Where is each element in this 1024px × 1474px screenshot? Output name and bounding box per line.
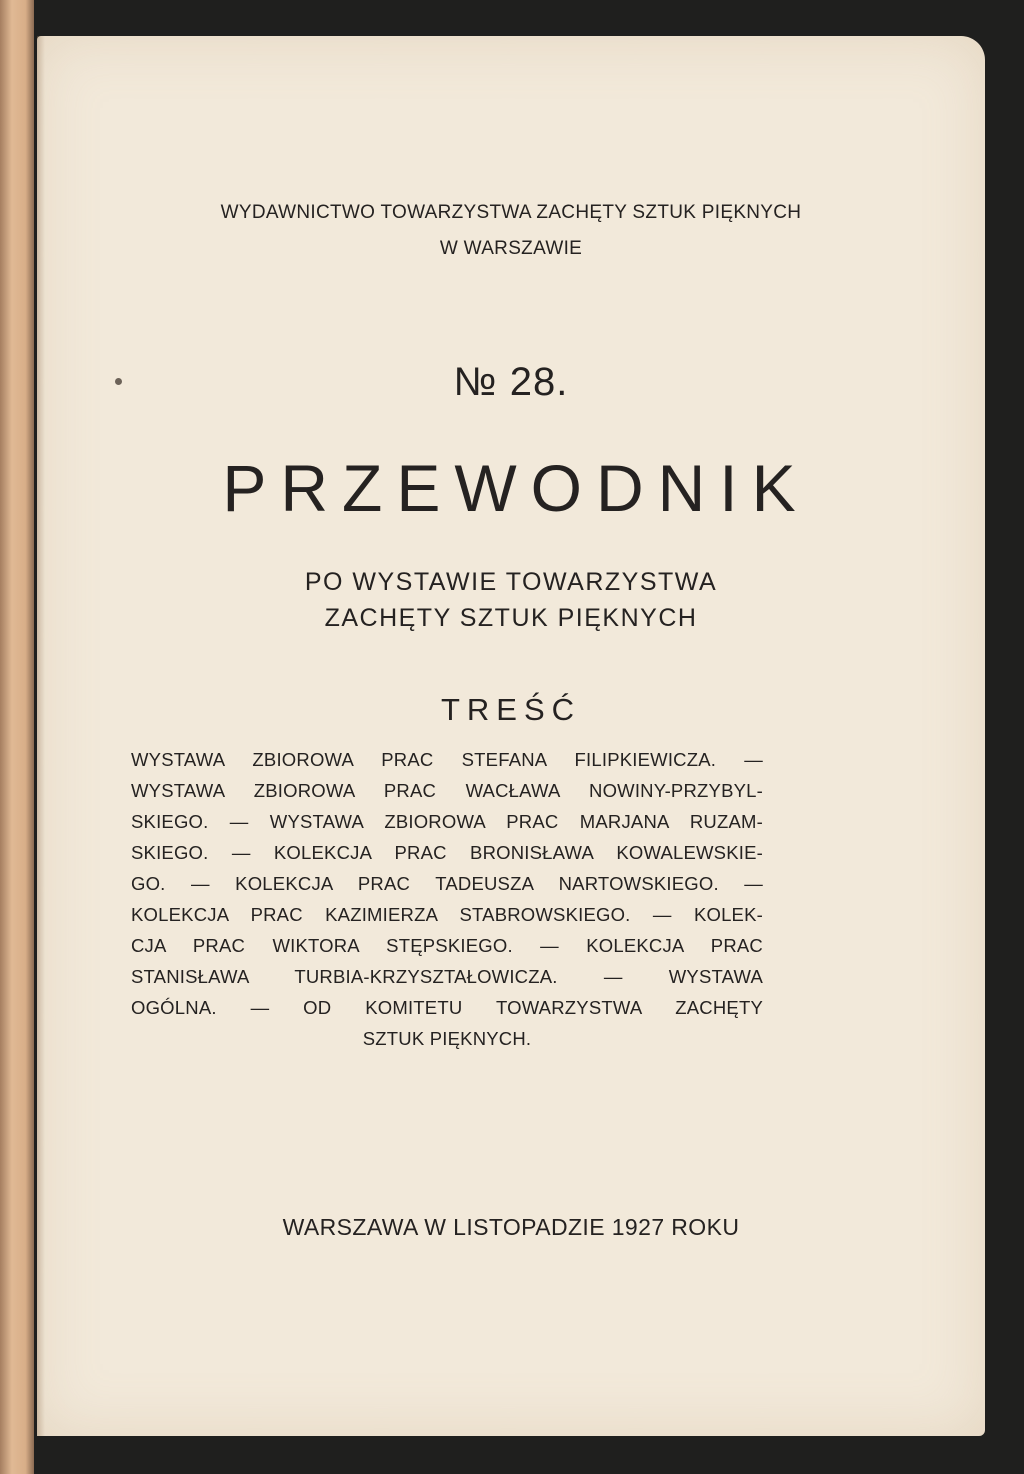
- contents-line: GO. — KOLEKCJA PRAC TADEUSZA NARTOWSKIEGO. —: [131, 873, 763, 894]
- title-page: [37, 36, 985, 1436]
- publisher-line-1: WYDAWNICTWO TOWARZYSTWA ZACHĘTY SZTUK PIĘKNYCH: [220, 202, 802, 223]
- subtitle-line-1: PO WYSTAWIE TOWARZYSTWA: [304, 568, 718, 596]
- contents-line: SZTUK PIĘKNYCH.: [362, 1028, 532, 1049]
- page-gutter-shadow: [37, 36, 45, 1436]
- contents-line: WYSTAWA ZBIOROWA PRAC STEFANA FILIPKIEWICZA. —: [131, 749, 763, 770]
- contents-line: SKIEGO. — WYSTAWA ZBIOROWA PRAC MARJANA RUZAM-: [131, 811, 763, 832]
- subtitle-line-2: ZACHĘTY SZTUK PIĘKNYCH: [324, 604, 698, 632]
- book-spine-edge: [0, 0, 34, 1474]
- contents-line: SKIEGO. — KOLEKCJA PRAC BRONISŁAWA KOWALEWSKIE-: [131, 842, 763, 863]
- contents-line: CJA PRAC WIKTORA STĘPSKIEGO. — KOLEKCJA PRAC: [131, 935, 763, 956]
- publisher-line-2: W WARSZAWIE: [439, 238, 583, 259]
- contents-heading: TREŚĆ: [440, 692, 582, 727]
- contents-line: OGÓLNA. — OD KOMITETU TOWARZYSTWA ZACHĘTY: [131, 997, 763, 1018]
- contents-line: WYSTAWA ZBIOROWA PRAC WACŁAWA NOWINY-PRZYBYL-: [131, 780, 763, 801]
- contents-list: [131, 744, 763, 1054]
- contents-line: KOLEKCJA PRAC KAZIMIERZA STABROWSKIEGO. — KOLEK-: [131, 904, 763, 925]
- imprint-line: WARSZAWA W LISTOPADZIE 1927 ROKU: [282, 1214, 740, 1240]
- contents-line: STANISŁAWA TURBIA-KRZYSZTAŁOWICZA. — WYSTAWA: [131, 966, 763, 987]
- page-title: PRZEWODNIK: [222, 451, 810, 525]
- issue-number: № 28.: [453, 360, 569, 404]
